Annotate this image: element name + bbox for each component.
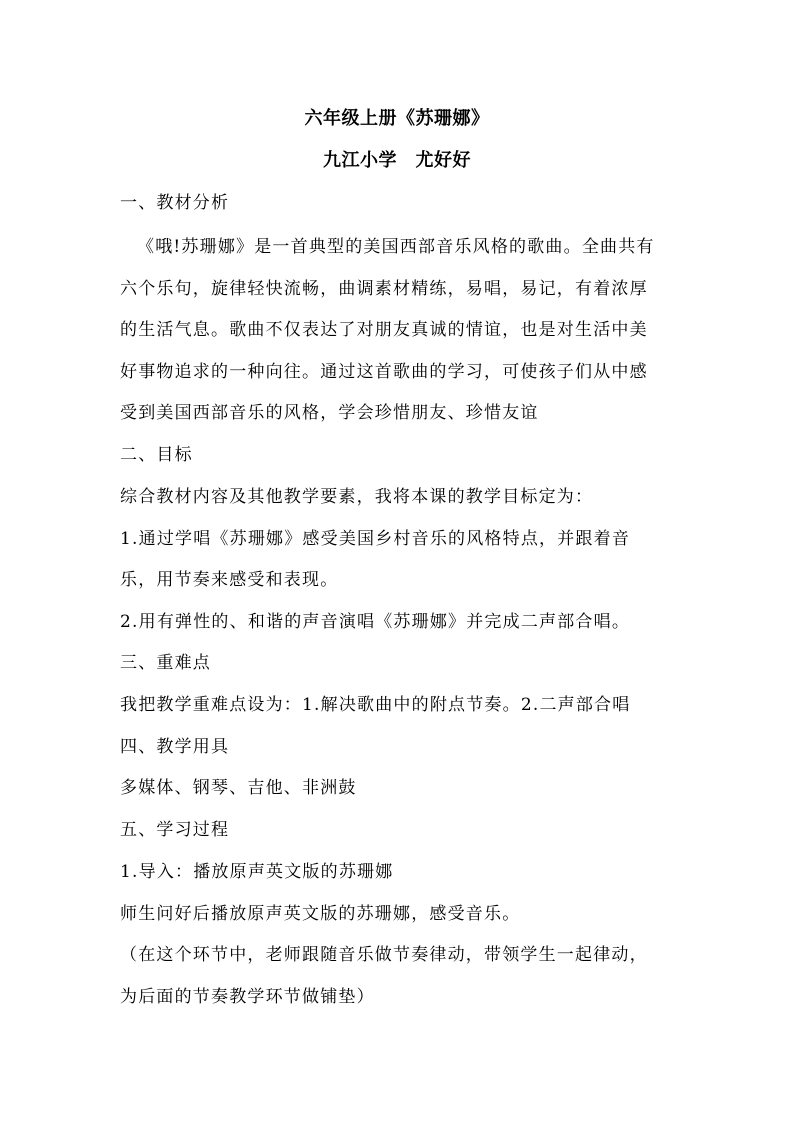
paragraph-line: 受到美国西部音乐的风格，学会珍惜朋友、珍惜友谊 [120,403,539,423]
section-heading-3: 三、重难点 [120,653,211,673]
paragraph-line: 乐，用节奏来感受和表现。 [120,570,339,590]
paragraph-line: 我把教学重难点设为：1.解决歌曲中的附点节奏。2.二声部合唱 [120,695,631,715]
paragraph-line: 师生问好后播放原声英文版的苏珊娜，感受音乐。 [120,904,521,924]
section-heading-1: 一、教材分析 [120,193,230,213]
paragraph-line: 2.用有弹性的、和谐的声音演唱《苏珊娜》并完成二声部合唱。 [120,612,631,632]
author-line: 九江小学 尤好好 [323,150,471,171]
paragraph-line: 《哦!苏珊娜》是一首典型的美国西部音乐风格的歌曲。全曲共有 [137,237,655,257]
paragraph-line: 为后面的节奏教学环节做铺垫） [120,987,375,1007]
paragraph-line: （在这个环节中，老师跟随音乐做节奏律动，带领学生一起律动， [120,945,648,965]
section-heading-5: 五、学习过程 [120,820,230,840]
section-heading-2: 二、目标 [120,445,193,465]
section-heading-4: 四、教学用具 [120,737,230,757]
paragraph-line: 1.通过学唱《苏珊娜》感受美国乡村音乐的风格特点，并跟着音 [120,529,631,549]
paragraph-line: 六个乐句，旋律轻快流畅，曲调素材精练，易唱，易记，有着浓厚 [120,279,648,299]
document-title: 六年级上册《苏珊娜》 [304,108,490,129]
paragraph-line: 多媒体、钢琴、吉他、非洲鼓 [120,778,357,798]
paragraph-line: 1.导入：播放原声英文版的苏珊娜 [120,862,394,882]
paragraph-line: 综合教材内容及其他教学要素，我将本课的教学目标定为： [120,487,594,507]
paragraph-line: 的生活气息。歌曲不仅表达了对朋友真诚的情谊，也是对生活中美 [120,320,648,340]
paragraph-line: 好事物追求的一种向往。通过这首歌曲的学习，可使孩子们从中感 [120,362,648,382]
